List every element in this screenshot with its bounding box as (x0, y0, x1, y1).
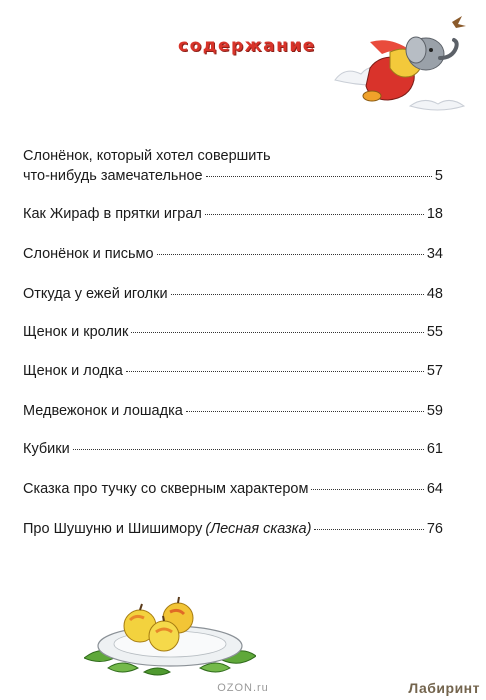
toc-page-number: 48 (426, 286, 443, 302)
toc-page-number: 55 (426, 324, 443, 340)
toc-entry-title: Щенок и лодка (23, 363, 123, 379)
toc-entry-title: что-нибудь замечательное (23, 168, 203, 184)
dot-leader (171, 294, 424, 295)
toc-entry-title: Откуда у ежей иголки (23, 286, 168, 302)
toc-entry[interactable] (23, 361, 443, 381)
toc-entry[interactable] (23, 284, 443, 304)
dot-leader (157, 254, 424, 255)
toc-page-number: 61 (426, 441, 443, 457)
toc-entry-title: Щенок и кролик (23, 324, 129, 340)
toc-entry[interactable] (23, 146, 443, 186)
toc-entry[interactable] (23, 519, 443, 539)
dot-leader (311, 489, 423, 490)
dot-leader (314, 529, 423, 530)
toc-entry-subtitle: (Лесная сказка) (205, 521, 312, 537)
toc-entry-title: Про Шушуню и Шишимору (23, 521, 203, 537)
toc-entry-title: Медвежонок и лошадка (23, 403, 183, 419)
toc-entry-title: Слонёнок и письмо (23, 246, 154, 262)
toc-entry[interactable] (23, 322, 443, 342)
toc-entry[interactable] (23, 439, 443, 459)
apples-on-plate-illustration (84, 580, 256, 678)
toc-entry[interactable] (23, 479, 443, 499)
toc-entry[interactable] (23, 204, 443, 224)
dot-leader (205, 214, 424, 215)
dot-leader (73, 449, 424, 450)
publisher-logo: Лабиринт (408, 680, 480, 696)
dot-leader (206, 176, 432, 177)
toc-entry-title-line-1 (23, 146, 443, 166)
toc-page-number: 59 (426, 403, 443, 419)
toc-page-number: 5 (434, 168, 443, 184)
toc-entry-title: Сказка про тучку со скверным характером (23, 481, 309, 497)
toc-entry-title: Как Жираф в прятки играл (23, 206, 202, 222)
toc-entry[interactable] (23, 401, 443, 421)
toc-page-number: 76 (426, 521, 443, 537)
dot-leader (126, 371, 424, 372)
page-title: содержание (178, 36, 316, 56)
toc-page-number: 18 (426, 206, 443, 222)
toc-page-number: 57 (426, 363, 443, 379)
toc-entry-title: Слонёнок, который хотел совершить (23, 148, 271, 164)
toc-page-number: 34 (426, 246, 443, 262)
toc-page-number: 64 (426, 481, 443, 497)
flying-elephant-illustration (330, 8, 480, 116)
watermark: OZON.ru (217, 682, 269, 694)
dot-leader (186, 411, 424, 412)
toc-entry-title: Кубики (23, 441, 70, 457)
dot-leader (131, 332, 424, 333)
toc-entry[interactable] (23, 244, 443, 264)
